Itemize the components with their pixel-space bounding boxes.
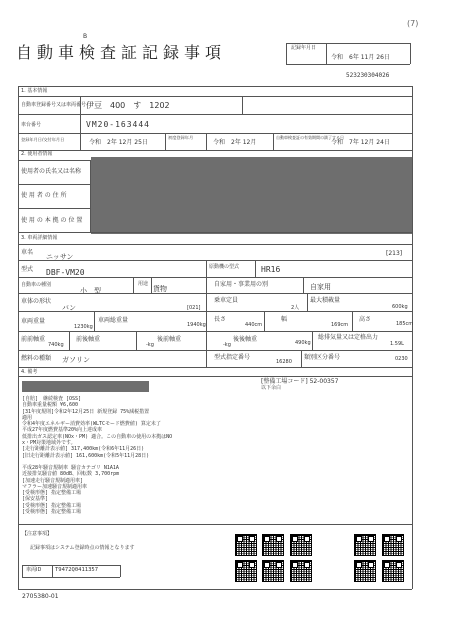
front-rear-axle-label: 前後軸重 bbox=[76, 336, 101, 343]
remarks-line: [受検形態] 指定整備工場 bbox=[22, 509, 82, 516]
footer-code: 2705380-01 bbox=[22, 593, 59, 600]
registration-number-label: 自動車登録番号又は車両番号 bbox=[21, 102, 87, 108]
length-value: 440cm bbox=[245, 322, 263, 328]
purpose-label: 自家用・事業用の別 bbox=[214, 281, 269, 288]
remarks-line: [受検形態] 指定整備工場 bbox=[22, 490, 82, 497]
first-registration-label: 登録年月日/交付年月日 bbox=[21, 137, 65, 142]
remarks-line: マフラー加速騒音規制適用車 bbox=[22, 483, 88, 490]
qr-code bbox=[382, 534, 404, 556]
maker-value: ニッサン bbox=[46, 253, 74, 261]
classification-value: 0230 bbox=[395, 356, 408, 362]
qr-code bbox=[382, 560, 404, 582]
model-label: 型式 bbox=[21, 266, 34, 273]
remarks-line: [自賠] 継続検査 [OSS] bbox=[22, 396, 82, 402]
expiry-value: 令和 7年 12月 24日 bbox=[331, 139, 390, 146]
gross-weight-value: 1940kg bbox=[187, 322, 206, 328]
car-id-label: 車両ID bbox=[26, 567, 42, 573]
qr-code bbox=[235, 534, 257, 556]
capacity-label: 乗車定員 bbox=[214, 297, 239, 304]
front-front-axle-value: 740kg bbox=[48, 342, 64, 348]
remarks-line: [加速走行騒音規制適用車] bbox=[22, 477, 84, 484]
front-rear-axle-value: -kg bbox=[146, 342, 154, 348]
maker-code: [213] bbox=[386, 250, 403, 257]
purpose-value: 自家用 bbox=[310, 283, 331, 291]
first-registration-value: 令和 2年 12月 25日 bbox=[89, 139, 148, 146]
qr-code bbox=[262, 534, 284, 556]
section1-heading: 1. 基本情報 bbox=[21, 88, 48, 94]
record-date-label: 記録年月日 bbox=[291, 45, 317, 51]
engine-label: 原動機の型式 bbox=[209, 264, 240, 270]
user-name-label: 使用者の氏名又は名称 bbox=[21, 168, 82, 175]
height-value: 185cm bbox=[396, 321, 414, 327]
model-value: DBF-VM20 bbox=[46, 268, 85, 277]
expiry-label: 自動車検査証の有効期間の満了する日 bbox=[276, 135, 344, 140]
car-id-value: T9472Q0411357 bbox=[55, 567, 99, 573]
qr-code bbox=[290, 534, 312, 556]
fuel-value: ガソリン bbox=[62, 356, 90, 364]
registration-number-value: 伊豆 400 す 1202 bbox=[86, 101, 170, 110]
base-location-label: 使 用 の 本 拠 の 位 置 bbox=[21, 217, 83, 224]
remarks-line: 平成27年度燃費基準20%向上達成車 bbox=[22, 427, 103, 434]
qr-code bbox=[290, 560, 312, 582]
qr-code bbox=[235, 560, 257, 582]
capacity-value: 2人 bbox=[291, 305, 300, 311]
remarks-line: [旧走行距離計表示値] 161,600km(令和5年11月28日) bbox=[22, 452, 150, 459]
approval-number-value: 16280 bbox=[276, 359, 292, 365]
remarks-line: 適用 bbox=[22, 414, 33, 421]
vehicle-type-label: 自動車の種別 bbox=[21, 282, 52, 288]
displacement-value: 1.59L bbox=[390, 341, 404, 347]
front-front-axle-label: 前前軸重 bbox=[21, 336, 46, 343]
approval-number-label: 型式指定番号 bbox=[214, 354, 251, 361]
b-mark: B bbox=[83, 33, 88, 40]
remarks-line: 近接排気騒音値 80dB、回転数 3,700rpm bbox=[22, 471, 120, 478]
engine-value: HR16 bbox=[261, 265, 281, 274]
remarks-line: [保安基準] bbox=[22, 496, 49, 503]
works-code-suffix: 以下余白 bbox=[261, 385, 282, 391]
redacted-user-info bbox=[91, 157, 412, 234]
remarks-line: [受検形態] 指定整備工場 bbox=[22, 502, 82, 509]
remarks-line: 自動車重量税額 ¥6,600 bbox=[22, 402, 79, 409]
classification-label: 類別区分番号 bbox=[304, 354, 341, 361]
width-value: 169cm bbox=[331, 322, 349, 328]
rear-rear-axle-value: 490kg bbox=[295, 340, 311, 346]
length-label: 長さ bbox=[214, 316, 227, 323]
remarks-notes bbox=[22, 396, 172, 515]
rear-front-axle-label: 後前軸重 bbox=[157, 336, 182, 343]
record-date-value: 令和 6年 11月 26日 bbox=[331, 54, 390, 61]
chassis-number-value: VM20-163444 bbox=[86, 120, 150, 129]
remarks-line: 令和4年度エネルギー消費効率(WLTCモード燃費値) 算定未了 bbox=[22, 421, 161, 428]
max-load-value: 600kg bbox=[392, 304, 408, 310]
attention-label: 【注意事項】 bbox=[22, 531, 53, 537]
section3-heading: 3. 車両詳細情報 bbox=[21, 235, 58, 241]
use-value: 貨物 bbox=[153, 285, 167, 293]
user-address-label: 使 用 者 の 住 所 bbox=[21, 192, 67, 199]
section2-heading: 2. 使用者情報 bbox=[21, 151, 53, 157]
section4-heading: 4. 備考 bbox=[21, 369, 38, 375]
gross-weight-label: 車両総重量 bbox=[98, 317, 129, 324]
qr-code bbox=[354, 560, 376, 582]
qr-code bbox=[262, 560, 284, 582]
remarks-line: [走行距離計表示値] 317,400km(令和6年11月26日) bbox=[22, 446, 145, 453]
max-load-label: 最大積載量 bbox=[310, 297, 341, 304]
remarks-line: [31年度規則]令和2年12月25日 新規登録 75%減税措置 bbox=[22, 408, 150, 415]
remarks-line: 低排出ガス認定車(NOx・PM) 適合。この自動車の使用の本拠はNO bbox=[22, 433, 173, 440]
vehicle-weight-label: 車両重量 bbox=[21, 318, 46, 325]
vehicle-type-value: 小 型 bbox=[80, 287, 101, 295]
vehicle-weight-value: 1230kg bbox=[74, 324, 93, 330]
document-number: 523230304026 bbox=[346, 72, 390, 79]
chassis-number-label: 車台番号 bbox=[21, 122, 42, 128]
rear-rear-axle-label: 後後軸重 bbox=[233, 336, 258, 343]
use-label: 用途 bbox=[138, 281, 149, 287]
document-title: 自動車検査証記録事項 bbox=[16, 43, 227, 62]
maker-label: 車名 bbox=[21, 249, 34, 256]
attention-text: 記録事項はシステム登録時点の情報となります bbox=[30, 545, 135, 551]
qr-code bbox=[354, 534, 376, 556]
body-shape-code: [021] bbox=[187, 305, 201, 311]
redacted-remarks bbox=[22, 381, 149, 392]
first-date-value: 令和 2年 12月 bbox=[213, 139, 257, 146]
body-shape-value: バン bbox=[62, 304, 76, 312]
first-date-label: 初度登録年月 bbox=[168, 135, 194, 140]
handwritten-page-number: (7) bbox=[407, 19, 419, 28]
width-label: 幅 bbox=[281, 316, 288, 323]
works-code: [整備工場コード] 52-00357 bbox=[261, 378, 339, 385]
displacement-label: 総排気量又は定格出力 bbox=[318, 334, 379, 341]
remarks-line: x・PM対策地域外です。 bbox=[22, 440, 76, 447]
rear-front-axle-value: -kg bbox=[223, 342, 231, 348]
height-label: 高さ bbox=[359, 316, 372, 323]
body-shape-label: 車体の形状 bbox=[21, 298, 52, 305]
fuel-label: 燃料の種類 bbox=[21, 355, 52, 362]
remarks-line: 平成28年騒音規制車 騒音カテゴリ N1A1A bbox=[22, 464, 119, 471]
